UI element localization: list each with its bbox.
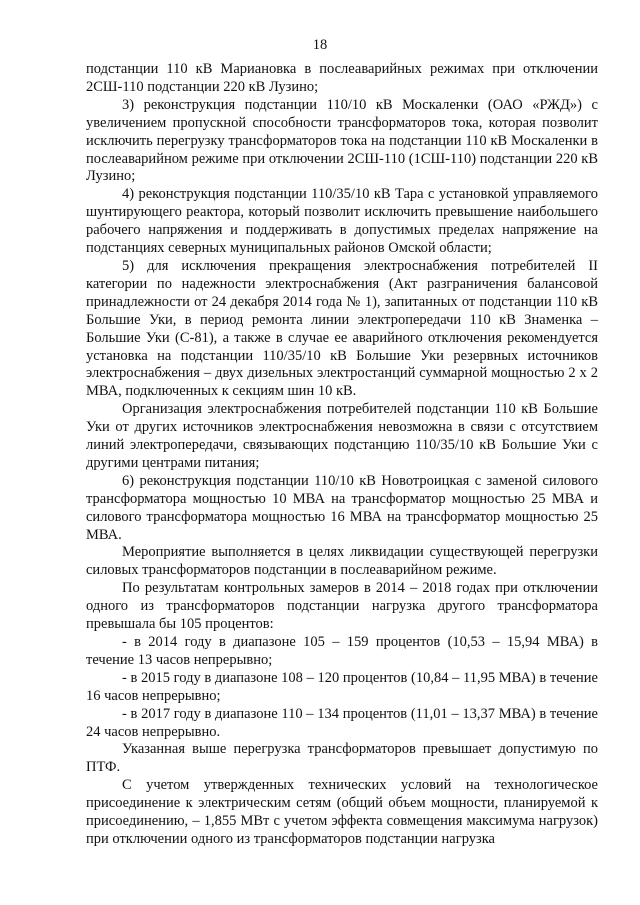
paragraph-item-5: 5) для исключения прекращения электроснабжения потребителей II категории по надежности электроснабжения (Акт разграничения балансовой принадлежности от 24 декабря 2014 года № 1), запитанных от подстанции 110 кВ Большие Уки, в период ремонта линии электропередачи 110 кВ Знаменка – Большие Уки (С-81), а также в случае ее аварийного отключения рекомендуется установка на подстанции 110/35/10 кВ Большие Уки резервных источников электроснабжения – двух дизельных электростанций суммарной мощностью 2 х 2 МВА, подключенных к секциям шин 10 кВ.: [86, 257, 598, 400]
paragraph-organization: Организация электроснабжения потребителей подстанции 110 кВ Большие Уки от других источников электроснабжения невозможна в связи с отсутствием линий электропередачи, связывающих подстанцию 110/35/10 кВ Большие Уки с другими центрами питания;: [86, 401, 598, 471]
paragraph-continuation: подстанции 110 кВ Мариановка в послеаварийных режимах при отключении 2СШ-110 подстанции 220 кВ Лузино;: [86, 61, 598, 95]
page-number: 18: [312, 37, 328, 53]
paragraph-item-4: 4) реконструкция подстанции 110/35/10 кВ Тара с установкой управляемого шунтирующего реактора, который позволит исключить превышение наибольшего рабочего напряжения и поддерживать в допустимых пределах напряжение на подстанциях северных муниципальных районов Омской области;: [86, 186, 598, 257]
document-body: [86, 61, 598, 849]
list-item-2014: - в 2014 году в диапазоне 105 – 159 процентов (10,53 – 15,94 МВА) в течение 13 часов непрерывно;: [86, 634, 598, 668]
paragraph-measurements: По результатам контрольных замеров в 2014 – 2018 годах при отключении одного из трансформаторов подстанции нагрузка другого трансформатора превышала бы 105 процентов:: [86, 580, 598, 633]
list-item-2015: - в 2015 году в диапазоне 108 – 120 процентов (10,84 – 11,95 МВА) в течение 16 часов непрерывно;: [86, 669, 598, 704]
paragraph-technical-conditions: С учетом утвержденных технических условий на технологическое присоединение к электрическим сетям (общий объем мощности, планируемой к присоединению, – 1,855 МВт с учетом эффекта совмещения максимума нагрузок) при отключении одного из трансформаторов подстанции нагрузка: [86, 777, 598, 847]
list-item-2017: - в 2017 году в диапазоне 110 – 134 процентов (11,01 – 13,37 МВА) в течение 24 часов непрерывно.: [86, 705, 598, 740]
paragraph-measure: Мероприятие выполняется в целях ликвидации существующей перегрузки силовых трансформаторов подстанции в послеаварийном режиме.: [86, 544, 598, 579]
paragraph-item-3: 3) реконструкция подстанции 110/10 кВ Москаленки (ОАО «РЖД») с увеличением пропускной способности трансформаторов тока, которая позволит исключить перегрузку трансформаторов тока на подстанции 110 кВ Москаленки в послеаварийном режиме при отключении 2СШ-110 (1СШ-110) подстанции 220 кВ Лузино;: [86, 96, 598, 185]
paragraph-overload: Указанная выше перегрузка трансформаторов превышает допустимую по ПТФ.: [86, 741, 598, 776]
paragraph-item-6: 6) реконструкция подстанции 110/10 кВ Новотроицкая с заменой силового трансформатора мощностью 10 МВА на трансформатор мощностью 25 МВА и силового трансформатора мощностью 16 МВА на трансформатор мощностью 25 МВА.: [86, 472, 598, 543]
